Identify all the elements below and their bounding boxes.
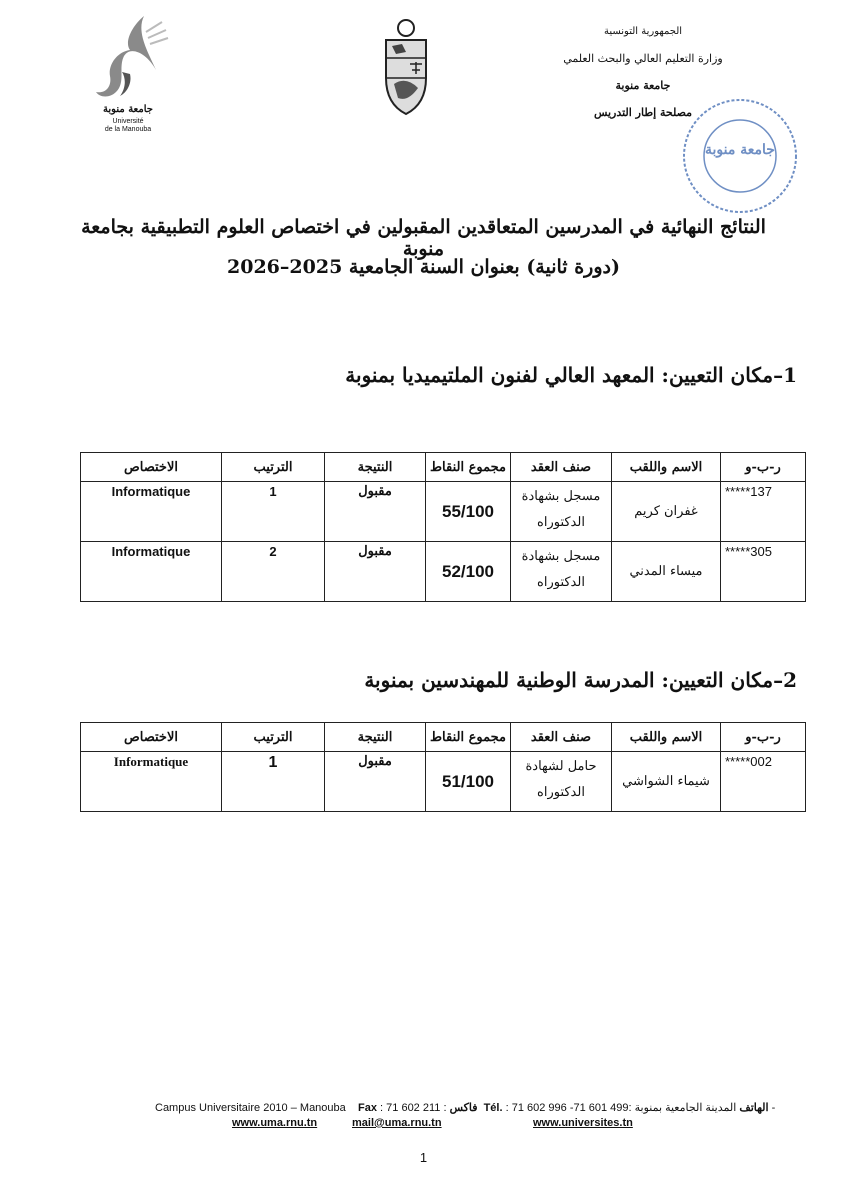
col-score: مجموع النقاط — [426, 453, 511, 482]
footer-address-fr: Campus Universitaire 2010 – Manouba — [155, 1102, 346, 1114]
footer-link-universities[interactable]: www.universites.tn — [533, 1117, 633, 1129]
university-logo — [78, 12, 178, 132]
cell-name: ميساء المدني — [612, 542, 721, 602]
cell-score: 51/100 — [426, 752, 511, 812]
cell-id: *****305 — [721, 542, 806, 602]
university-logo-mark-icon — [86, 12, 170, 102]
footer-tel-value: : 71 602 996 -71 601 499: — [505, 1102, 632, 1114]
col-result: النتيجة — [325, 723, 426, 752]
cell-contract: مسجل بشهادة الدكتوراه — [511, 542, 612, 602]
section-1-heading: 1–مكان التعيين: المعهد العالي لفنون الملتيميديا بمنوبة — [345, 363, 797, 387]
department-name: مصلحة إطار التدريس — [593, 106, 693, 119]
col-rank: الترتيب — [222, 723, 325, 752]
stamp-text: جامعة منوبة — [705, 142, 775, 158]
cell-contract: مسجل بشهادة الدكتوراه — [511, 482, 612, 542]
university-name-fr-line2: de la Manouba — [104, 126, 152, 133]
cell-score: 55/100 — [426, 482, 511, 542]
col-contract: صنف العقد — [511, 453, 612, 482]
cell-result: مقبول — [325, 542, 426, 602]
col-id: ر-ب-و — [721, 453, 806, 482]
col-contract: صنف العقد — [511, 723, 612, 752]
document-subtitle: (دورة ثانية) بعنوان السنة الجامعية 2025–2026 — [227, 256, 620, 278]
footer-fax-label: Fax — [358, 1102, 377, 1114]
ministry-name: وزارة التعليم العالي والبحث العلمي — [563, 52, 723, 65]
footer-tel-label: Tél. — [483, 1102, 503, 1114]
university-name-fr — [78, 118, 178, 134]
cell-id: *****002 — [721, 752, 806, 812]
cell-name: شيماء الشواشي — [612, 752, 721, 812]
cell-score: 52/100 — [426, 542, 511, 602]
cell-result: مقبول — [325, 482, 426, 542]
university-name: جامعة منوبة — [615, 79, 671, 92]
footer-contact — [155, 1101, 775, 1114]
cell-id: *****137 — [721, 482, 806, 542]
table-header-row — [81, 453, 806, 482]
col-score: مجموع النقاط — [426, 723, 511, 752]
col-id: ر-ب-و — [721, 723, 806, 752]
cell-rank: 1 — [222, 752, 325, 812]
footer-address-ar: المدينة الجامعية بمنوبة - — [634, 1102, 776, 1114]
footer-link-email[interactable]: mail@uma.rnu.tn — [352, 1117, 442, 1129]
table-header-row — [81, 723, 806, 752]
table-row — [81, 542, 806, 602]
col-name: الاسم واللقب — [612, 453, 721, 482]
col-specialty: الاختصاص — [81, 723, 222, 752]
university-name-fr-line1: Université — [112, 118, 144, 125]
footer-link-website[interactable]: www.uma.rnu.tn — [232, 1117, 318, 1129]
results-table-1 — [80, 452, 806, 602]
document-title: النتائج النهائية في المدرسين المتعاقدين المقبولين في اختصاص العلوم التطبيقية بجامعة منوبة — [81, 216, 766, 260]
col-rank: الترتيب — [222, 453, 325, 482]
cell-specialty: Informatique — [81, 752, 222, 812]
cell-specialty: Informatique — [81, 482, 222, 542]
cell-result: مقبول — [325, 752, 426, 812]
col-result: النتيجة — [325, 453, 426, 482]
cell-rank: 1 — [222, 482, 325, 542]
university-name-ar: جامعة منوبة — [103, 104, 153, 115]
table-row — [81, 482, 806, 542]
tunisia-coat-of-arms-icon — [376, 18, 436, 118]
cell-rank: 2 — [222, 542, 325, 602]
results-table-2 — [80, 722, 806, 812]
section-2-heading: 2–مكان التعيين: المدرسة الوطنية للمهندسين بمنوبة — [364, 668, 797, 692]
col-specialty: الاختصاص — [81, 453, 222, 482]
page-number: 1 — [419, 1150, 428, 1165]
republic-name: الجمهورية التونسية — [603, 26, 683, 37]
cell-contract: حامل لشهادة الدكتوراه — [511, 752, 612, 812]
col-name: الاسم واللقب — [612, 723, 721, 752]
cell-name: غفران كريم — [612, 482, 721, 542]
footer-fax-label-ar: فاكس — [449, 1102, 478, 1114]
table-row — [81, 752, 806, 812]
footer-fax-value: : 71 602 211 : — [380, 1102, 450, 1114]
footer-tel-label-ar: الهاتف — [739, 1102, 769, 1114]
cell-specialty: Informatique — [81, 542, 222, 602]
official-stamp — [680, 96, 800, 216]
